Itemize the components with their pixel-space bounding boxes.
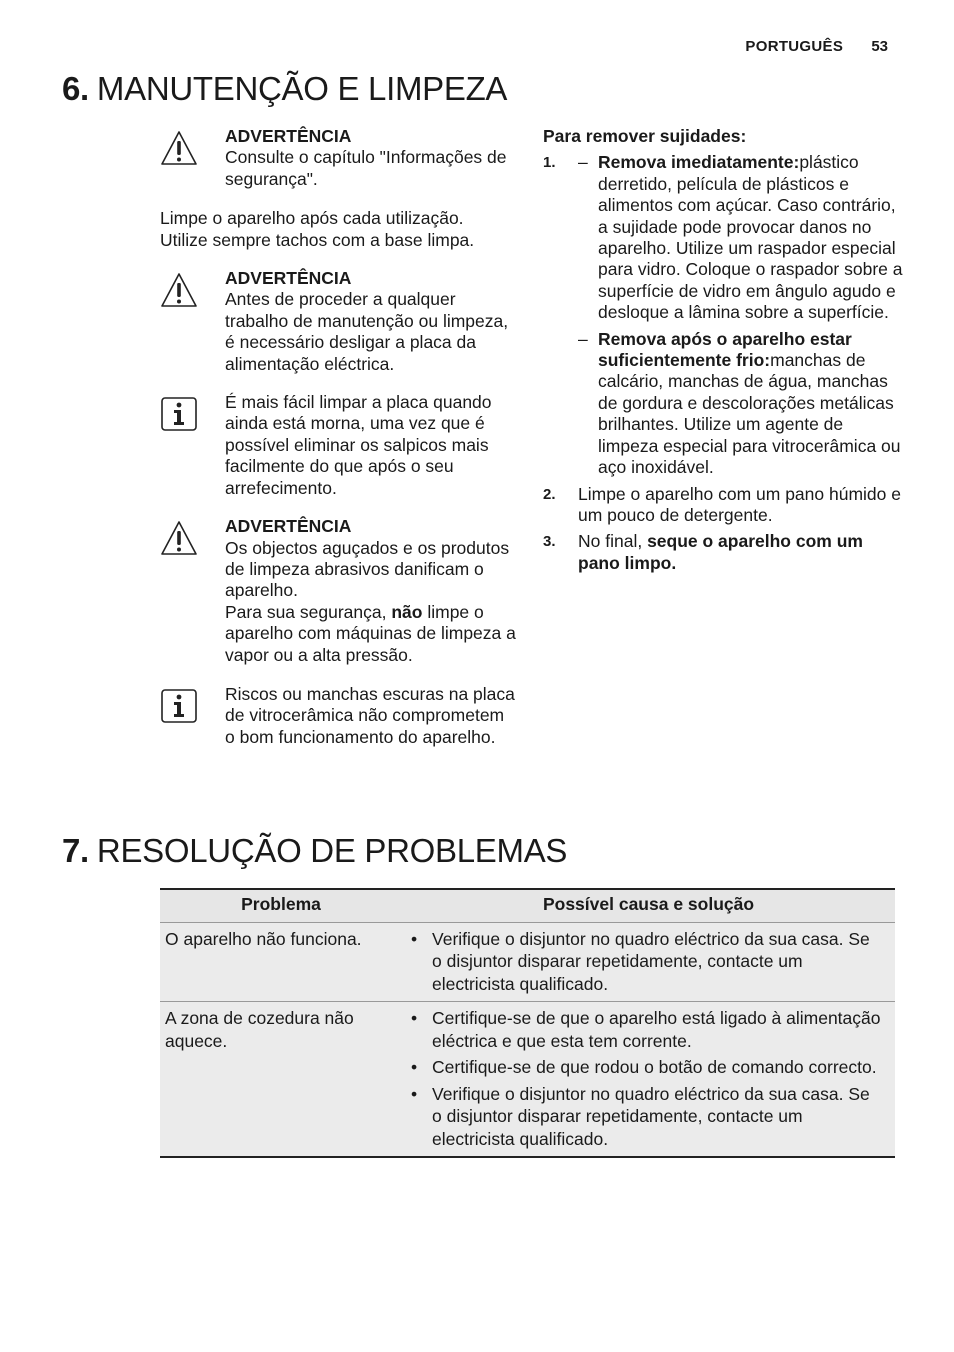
step-number: 3. [543, 533, 556, 551]
warning-text: Consulte o capítulo "Informações de segurança". [225, 147, 507, 189]
step-3 [543, 531, 903, 574]
warning-notice-2 [160, 268, 516, 375]
table-row [160, 922, 895, 1002]
section-6-number: 6. [62, 70, 89, 107]
dash-marker: – [578, 152, 588, 173]
warning-icon [160, 130, 198, 166]
warning-heading: ADVERTÊNCIA [225, 126, 352, 146]
table-header-row [160, 889, 895, 922]
warning-icon [160, 520, 198, 556]
bullet: • [411, 1008, 418, 1028]
page-header [745, 38, 888, 55]
step-text-bold: seque o aparelho com um pano limpo. [578, 531, 863, 573]
info-notice-2 [160, 684, 516, 748]
left-column [160, 126, 516, 748]
warning-text-2 [225, 602, 516, 666]
remove-dirt-heading: Para remover sujidades: [543, 126, 747, 146]
solution-list [407, 1007, 890, 1150]
bullet: • [411, 1057, 418, 1077]
section-6-title [62, 70, 507, 108]
warning-heading: ADVERTÊNCIA [225, 516, 352, 537]
section-7-number: 7. [62, 832, 89, 869]
info-icon [160, 688, 198, 724]
info-text: É mais fácil limpar a placa quando ainda está morna, uma vez que é possível eliminar os salpicos mais facilmente do que após o seu arrefecimento. [225, 392, 492, 498]
header-language: PORTUGUÊS [745, 38, 844, 55]
bullet: • [411, 928, 418, 949]
problem-cell: A zona de cozedura não aquece. [160, 1002, 402, 1158]
solution-cell [402, 922, 895, 1002]
solution-cell [402, 1002, 895, 1158]
solution-item [407, 1007, 890, 1052]
section-7-title-text: RESOLUÇÃO DE PROBLEMAS [96, 832, 568, 869]
right-column [543, 126, 903, 574]
step-1-item-2 [578, 329, 903, 479]
item-text: plástico derretido, película de plásticos e alimentos com açúcar. Caso contrário, a sujidade pode provocar danos no aparelho. Utilize um raspador especial para vidro. Coloque o raspador sobre a superfície de vidro em ângulo agudo e desloque a lâmina sobre a superfície. [598, 152, 903, 323]
step-text: Limpe o aparelho com um pano húmido e um pouco de detergente. [578, 483, 901, 525]
info-icon [160, 396, 198, 432]
solution-text: Certifique-se de que rodou o botão de comando correcto. [432, 1057, 877, 1077]
dash-marker: – [578, 328, 588, 349]
step-1-item-1 [578, 152, 903, 323]
solution-item [407, 1083, 890, 1151]
warning-text-2-pre: Para sua segurança, [225, 601, 392, 622]
troubleshooting-table [160, 888, 895, 1158]
section-6-title-text: MANUTENÇÃO E LIMPEZA [96, 70, 508, 107]
info-text: Riscos ou manchas escuras na placa de vitrocerâmica não comprometem o bom funcionamento do aparelho. [225, 683, 515, 747]
solution-text: Certifique-se de que o aparelho está ligado à alimentação eléctrica e que esta tem corrente. [432, 1008, 881, 1051]
solution-text: Verifique o disjuntor no quadro eléctrico da sua casa. Se o disjuntor disparar repetidamente, contacte um electricista qualificado. [432, 928, 870, 994]
warning-notice-3 [160, 516, 516, 666]
problem-cell: O aparelho não funciona. [160, 922, 402, 1002]
cleaning-paragraph: Limpe o aparelho após cada utilização. Utilize sempre tachos com a base limpa. [160, 208, 475, 250]
warning-text-2-bold: não [391, 601, 423, 622]
warning-heading: ADVERTÊNCIA [225, 268, 352, 289]
warning-icon [160, 272, 198, 308]
step-number: 1. [543, 154, 556, 172]
solution-item [407, 1056, 890, 1079]
solution-item [407, 928, 890, 996]
page-number: 53 [871, 38, 888, 55]
table-row [160, 1002, 895, 1158]
warning-notice-1 [160, 126, 516, 190]
solution-list [407, 928, 890, 996]
section-7-title [62, 832, 567, 870]
step-text-pre: No final, [578, 531, 648, 552]
column-header-solution: Possível causa e solução [402, 889, 895, 922]
solution-text: Verifique o disjuntor no quadro eléctrico da sua casa. Se o disjuntor disparar repetidamente, contacte um electricista qualificado. [432, 1083, 870, 1149]
step-2 [543, 484, 903, 527]
bullet: • [411, 1083, 418, 1104]
warning-text-2-post: limpe o aparelho com máquinas de limpeza a vapor ou a alta pressão. [225, 601, 516, 665]
step-number: 2. [543, 485, 556, 503]
column-header-problem: Problema [160, 889, 402, 922]
step-1 [543, 152, 903, 478]
warning-text: Antes de proceder a qualquer trabalho de manutenção ou limpeza, é necessário desligar a placa da alimentação eléctrica. [225, 289, 509, 374]
info-notice-1 [160, 392, 516, 499]
item-bold: Remova imediatamente: [598, 152, 800, 173]
item-bold: Remova após o aparelho estar suficientemente frio: [598, 328, 852, 371]
item-text: manchas de calcário, manchas de água, manchas de gordura e descolorações metálicas brilhantes. Utilize um agente de limpeza especial para vitrocerâmica ou aço inoxidável. [598, 350, 901, 478]
warning-text: Os objectos aguçados e os produtos de limpeza abrasivos danificam o aparelho. [225, 537, 510, 601]
